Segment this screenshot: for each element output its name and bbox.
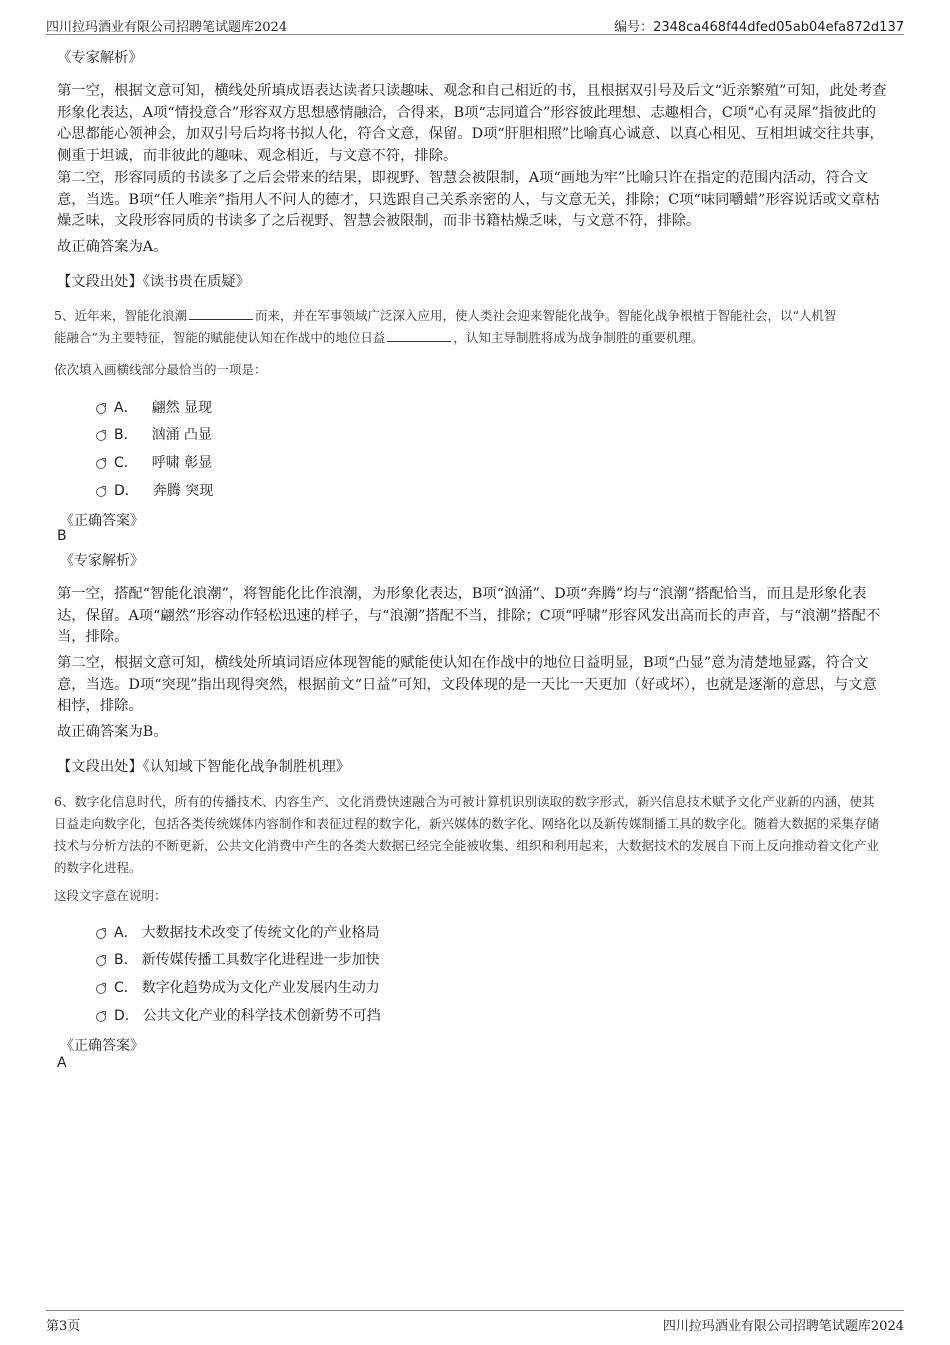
q5-source: 【文段出处】《认知域下智能化战争制胜机理》 bbox=[57, 759, 351, 775]
fill-blank-2 bbox=[387, 329, 451, 342]
q6-option-a[interactable]: A． 大数据技术改变了传统文化的产业格局 bbox=[96, 922, 380, 942]
radio-icon[interactable] bbox=[96, 1012, 106, 1022]
q4-conclusion: 故正确答案为A。 bbox=[57, 239, 168, 255]
q4-analysis-label: 《专家解析》 bbox=[57, 50, 143, 66]
q5-answer: B bbox=[57, 528, 67, 544]
page-number: 第3页 bbox=[46, 1319, 81, 1334]
q5-prompt: 依次填入画横线部分最恰当的一项是： bbox=[54, 362, 267, 377]
q6-stem: 6、数字化信息时代，所有的传播技术、内容生产、文化消费快速融合为可被计算机识别读取的数字形式，新兴信息技术赋予文化产业新的内涵，使其日益走向数字化，包括各类传统媒体内容制作和表征过程的数字化，新兴媒体的数字化、网络化以及新传媒制播工具的数字化。随着大数据的采集存储技术与分析方法的不断更新，公共文化消费中产生的各类大数据已经完全能被收集、组织和利用起来，大数据技术的发展自下而上反向推动着文化产业的数字化进程。 bbox=[54, 794, 880, 875]
q4-analysis-para-1: 第一空，根据文意可知，横线处所填成语表达读者只读趣味、观念和自己相近的书，且根据双引号及后文“近亲繁殖”可知，此处考查形象化表达，A项“情投意合”形容双方思想感情融洽，合得来，B项“志同道合”形容彼此理想、志趣相合，C项“心有灵犀”指彼此的心思都能心领神会，加双引号后均将书拟人化，符合文意，保留。D项“肝胆相照”比喻真心诚意、以真心相见、互相坦诚交往共事，侧重于坦诚，而非彼此的趣味、观念相近，与文意不符，排除。 bbox=[57, 83, 887, 164]
fill-blank-1 bbox=[189, 307, 253, 320]
q6-option-b[interactable]: B． 新传媒传播工具数字化进程进一步加快 bbox=[96, 949, 380, 969]
q5-analysis-label: 《专家解析》 bbox=[60, 553, 144, 569]
radio-icon[interactable] bbox=[96, 459, 106, 469]
radio-icon[interactable] bbox=[96, 431, 106, 441]
q6-option-d[interactable]: D． 公共文化产业的科学技术创新势不可挡 bbox=[96, 1005, 381, 1025]
q5-option-b[interactable]: B． 汹涌 凸显 bbox=[96, 424, 212, 444]
page-footer bbox=[46, 1310, 904, 1333]
q5-analysis-para-1: 第一空，搭配“智能化浪潮”，将智能化比作浪潮，为形象化表达，B项“汹涌”、D项“奔腾”均与“浪潮”搭配恰当，而且是形象化表达，保留。A项“翩然”形容动作轻松迅速的样子，与“浪潮”搭配不当，排除；C项“呼啸”形容风发出高而长的声音，与“浪潮”搭配不当，排除。 bbox=[57, 586, 881, 645]
radio-icon[interactable] bbox=[96, 404, 106, 414]
q6-option-c[interactable]: C． 数字化趋势成为文化产业发展内生动力 bbox=[96, 977, 380, 997]
q4-analysis-para-2: 第二空，形容同质的书读多了之后会带来的结果，即视野、智慧会被限制，A项“画地为牢”比喻只许在指定的范围内活动，符合文意，当选。B项“任人唯亲”指用人不问人的德才，只选跟自己关系亲密的人，与文意无关，排除；C项“味同嚼蜡”形容说话或文章枯燥乏味，文段形容同质的书读多了之后视野、智慧会被限制，而非书籍枯燥乏味，与文意不符，排除。 bbox=[57, 170, 880, 229]
radio-icon[interactable] bbox=[96, 956, 106, 966]
q6-answer-label: 《正确答案》 bbox=[60, 1038, 144, 1054]
q5-conclusion: 故正确答案为B。 bbox=[57, 724, 168, 740]
radio-icon[interactable] bbox=[96, 929, 106, 939]
footer-title: 四川拉玛酒业有限公司招聘笔试题库2024 bbox=[662, 1319, 904, 1334]
radio-icon[interactable] bbox=[96, 984, 106, 994]
radio-icon[interactable] bbox=[96, 487, 106, 497]
q5-analysis-para-2: 第二空，根据文意可知，横线处所填词语应体现智能的赋能使认知在作战中的地位日益明显，B项“凸显”意为清楚地显露，符合文意，当选。D项“突现”指出现得突然，根据前文“日益”可知，文段体现的是一天比一天更加（好或坏），也就是逐渐的意思，与文意相悖，排除。 bbox=[57, 655, 877, 714]
q5-answer-label: 《正确答案》 bbox=[60, 513, 144, 529]
q4-source: 【文段出处】《读书贵在质疑》 bbox=[57, 274, 251, 290]
q5-option-d[interactable]: D． 奔腾 突现 bbox=[96, 480, 213, 500]
q6-answer: A bbox=[57, 1055, 67, 1071]
page-header bbox=[46, 14, 904, 35]
q5-option-c[interactable]: C． 呼啸 彰显 bbox=[96, 452, 212, 472]
document-id: 编号：2348ca468f44dfed05ab04efa872d137 bbox=[614, 20, 904, 35]
q6-prompt: 这段文字意在说明： bbox=[54, 888, 167, 903]
q5-option-a[interactable]: A． 翩然 显现 bbox=[96, 397, 212, 417]
header-title: 四川拉玛酒业有限公司招聘笔试题库2024 bbox=[46, 20, 288, 35]
q5-stem: 5、近年来，智能化浪潮 而来，并在军事领域广泛深入应用，使人类社会迎来智能化战争。智能化战争根植于智能社会，以“人机智 能融合”为主要特征，智能的赋能使认知在作战中的地位日益 ，认知主导制胜将成为战争制胜的重要机理。 bbox=[54, 308, 837, 345]
